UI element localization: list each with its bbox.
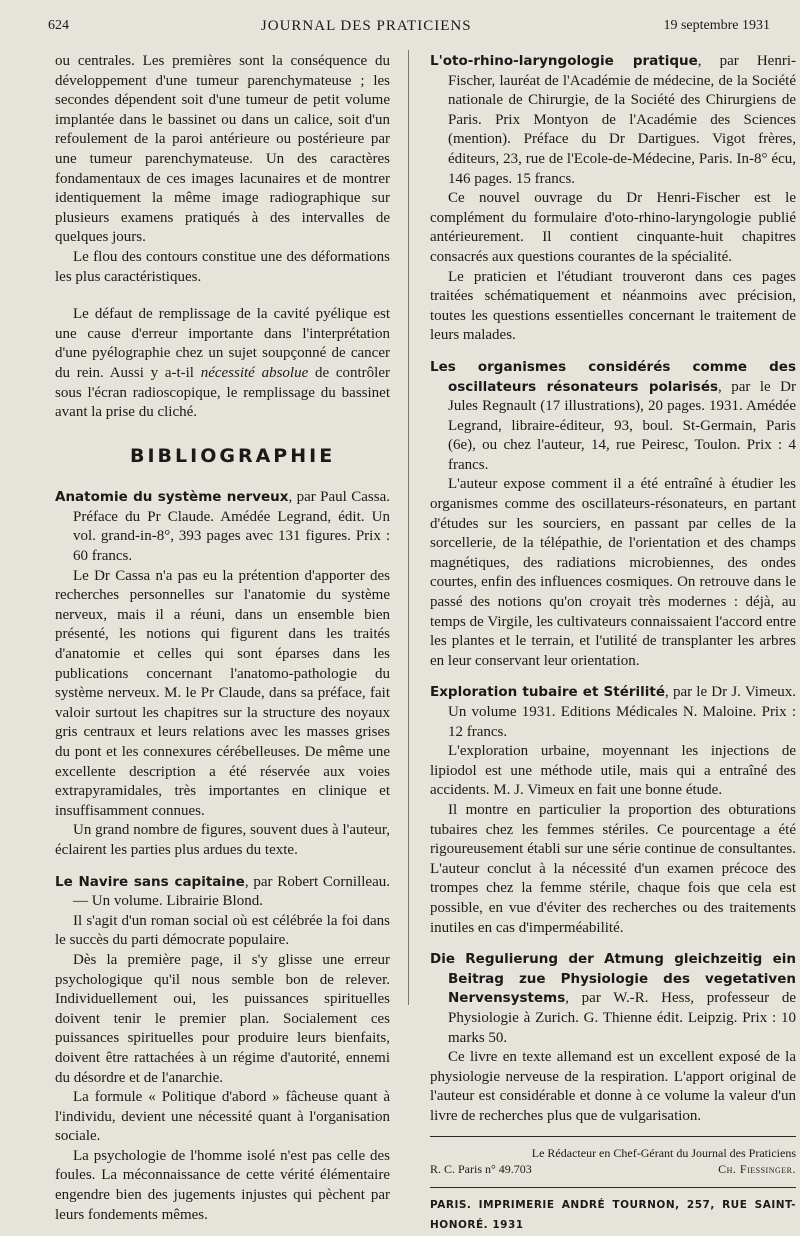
entry-paragraph: Il s'agit d'un roman social où est célébrée la foi dans le succès du parti démocrate populaire. xyxy=(55,912,390,949)
defaut-text-before: Le défaut de remplissage de la cavité pyélique est une cause d'erreur importante dans l'interprétation d'une pyélographie chez un sujet soupçonné de cancer du rein. Aussi y a-t-il xyxy=(55,306,390,381)
entry-details: , par Robert Cornilleau. — Un volume. Librairie Blond. xyxy=(73,873,390,910)
entry-title: Exploration tubaire et Stérilité xyxy=(430,684,666,701)
defaut-emphasis: nécessité absolue xyxy=(200,364,309,381)
rc-line xyxy=(430,1161,796,1177)
journal-title: JOURNAL DES PRATICIENS xyxy=(260,17,472,34)
bibliography-entry xyxy=(55,488,390,860)
entry-details: , par le Dr Jules Regnault (17 illustrations), 20 pages. 1931. Amédée Legrand, libraire-éditeur, 93, boul. St-Germain, Paris (6e), ou chez l'auteur, 14, rue Peiresc, Toulon. Prix : 4 francs. xyxy=(448,378,796,473)
printer-line: PARIS. IMPRIMERIE ANDRÉ TOURNON, 257, RUE SAINT-HONORÉ. 1931 xyxy=(430,1199,796,1232)
entry-paragraph: Le praticien et l'étudiant trouveront dans ces pages traitées schématiquement et néanmoins avec précision, toutes les questions essentielles concernant le traitement de leurs malades. xyxy=(430,268,796,344)
entry-details: , par W.-R. Hess, professeur de Physiologie à Zurich. G. Thienne édit. Leipzig. Prix : 10 marks 50. xyxy=(448,990,796,1046)
editor-line xyxy=(430,1145,796,1161)
column-divider xyxy=(408,50,409,1005)
left-column xyxy=(55,52,390,1225)
footer-rule xyxy=(430,1187,796,1188)
defaut-paragraph xyxy=(55,305,390,423)
entry-paragraph: Ce livre en texte allemand est un excellent exposé de la physiologie nerveuse de la respiration. L'apport original de l'auteur est considérable et donne à ce volume la valeur d'un livre de recherches plus que de vulgarisation. xyxy=(430,1049,796,1124)
entry-heading xyxy=(430,683,796,742)
page-number: 624 xyxy=(48,18,69,33)
entry-heading xyxy=(430,358,796,476)
entry-paragraph: La formule « Politique d'abord » fâcheuse quant à l'individu, devient une nécessité quant à l'organisation sociale. xyxy=(55,1089,390,1145)
footer-rule xyxy=(430,1136,796,1137)
entry-heading xyxy=(55,488,390,566)
entry-paragraph: Un grand nombre de figures, souvent dues à l'auteur, éclairent les parties plus ardues du texte. xyxy=(55,822,390,858)
entry-title: Le Navire sans capitaine xyxy=(55,873,245,890)
bibliography-entry xyxy=(55,873,390,1226)
bibliography-entry xyxy=(430,683,796,938)
continued-paragraph: ou centrales. Les premières sont la conséquence du développement d'une tumeur parenchymateuse ; les secondes dépendent soit d'une tumeur de petit volume implantée dans le bassinet ou dans un calice, soit d'un refoulement de la paroi antérieure ou postérieure par une tumeur parenchymateuse. Un des caractères fondamentaux de ces images lacunaires et de montrer identiquement la même image radiographique sur plusieurs examens pratiqués à des intervalles de quelques jours. xyxy=(55,53,390,246)
entry-title: Die Regulierung der Atmung gleichzeitig ein Beitrag zue Physiologie des vegetativen Nervensystems xyxy=(430,951,796,1007)
editor-text: Le Rédacteur en Chef-Gérant du Journal des Praticiens xyxy=(531,1146,796,1161)
entry-title: Les organismes considérés comme des oscillateurs résonateurs polarisés xyxy=(430,358,796,395)
right-column xyxy=(430,52,796,1236)
bibliography-entry xyxy=(430,52,796,346)
entry-title: L'oto-rhino-laryngologie pratique xyxy=(430,53,698,69)
entry-heading xyxy=(55,873,390,912)
running-head xyxy=(48,12,770,40)
entry-details: , par Paul Cassa. Préface du Pr Claude. Amédée Legrand, édit. Un vol. grand-in-8°, 393 pages avec 131 figures. Prix : 60 francs. xyxy=(73,489,390,565)
section-title: BIBLIOGRAPHIE xyxy=(130,444,336,467)
entry-title: Anatomie du système nerveux xyxy=(55,489,289,506)
entry-paragraph: Le Dr Cassa n'a pas eu la prétention d'apporter des recherches personnelles sur l'anatomie du système nerveux, mais il a réuni, dans un ensemble bien présenté, les notions qui figurent dans les traités d'anatomie et celles qui sont éparses dans les publications concernant l'anatomo-pathologie du système nerveux. M. le Pr Claude, dans sa préface, fait valoir surtout les chapitres sur la structure des noyaux gris centraux et leurs relations avec les masses grises du pont et les connexures cérébelleuses. De même une excellente description a été réservée aux voies extrapyramidales, très importantes en clinique et insuffisamment connues. xyxy=(55,567,390,819)
entry-paragraph: Ce nouvel ouvrage du Dr Henri-Fischer est le complément du formulaire d'oto-rhino-laryngologie publié antérieurement. Il contient cinquante-huit chapitres consacrés aux questions courantes de la spécialité. xyxy=(430,190,796,265)
entry-heading xyxy=(430,52,796,189)
entry-paragraph: La psychologie de l'homme isolé n'est pas celle des foules. La méconnaissance de cette vérité élémentaire engendre bien des jugements injustes qui pèchent par leurs fondements mêmes. xyxy=(55,1147,390,1223)
entry-paragraph: L'exploration urbaine, moyennant les injections de lipiodol est une méthode utile, mais qui a entraîné des accidents. M. J. Vimeux en fait une bonne étude. xyxy=(430,743,796,799)
continued-paragraph: Le flou des contours constitue une des déformations les plus caractéristiques. xyxy=(55,248,390,285)
bibliography-entry xyxy=(430,950,796,1126)
defaut-text-after: de contrôler sous l'écran radioscopique, le remplissage du bassinet avant la prise du cliché. xyxy=(55,364,390,421)
bibliography-entry xyxy=(430,358,796,672)
entry-paragraph: Dès la première page, il s'y glisse une erreur psychologique qu'il nous semble bon de relever. Individuellement oui, les puissances spirituelles doivent tenir le premier plan. Socialement ces puissances spirituelles pour produire leurs bienfaits, doivent être rattachées à un régime d'autorité, ennemi du désordre et de l'anarchie. xyxy=(55,951,390,1086)
entry-details: , par le Dr J. Vimeux. Un volume 1931. Editions Médicales N. Maloine. Prix : 12 francs. xyxy=(448,684,796,740)
rc-text: R. C. Paris n° 49.703 xyxy=(430,1162,532,1177)
issue-date: 19 septembre 1931 xyxy=(663,18,770,33)
editor-signature: Ch. Fiessinger. xyxy=(718,1162,796,1177)
entry-paragraph: L'auteur expose comment il a été entraîné à étudier les organismes comme des oscillateurs-résonateurs, en partant d'études sur les sourciers, en passant par celles de la sorcellerie, de la télépathie, de l'orientation et des champs magnétiques, des radiations microbiennes, des ondes courtes, enfin des influences cosmiques. On retrouve dans le passé des notions qu'on croyait très modernes : déjà, au temps de Virgile, les cultivateurs connaissaient l'accord entre les plantes et le terrain, et l'utilité de transplanter les arbres en leur conservant leur orientation. xyxy=(430,476,796,669)
entry-details: , par Henri-Fischer, lauréat de l'Académie de médecine, de la Société nationale de Chirurgie, de la Société des Chirurgiens de Paris. Prix Montyon de l'Académie des Sciences (mention). Préface du Dr Dartigues. Vigot frères, éditeurs, 23, rue de l'Ecole-de-Médecine, Paris. In-8° écu, 146 pages. 15 francs. xyxy=(448,53,796,187)
entry-heading xyxy=(430,950,796,1048)
entry-paragraph: Il montre en particulier la proportion des obturations tubaires chez les femmes stériles. Ce pourcentage a été rigoureusement établi sur une série continue de consultantes. L'auteur conclut à la nécessité d'un examen précoce des trompes chez la femme stérile, chaque fois que cela est possible, en vue d'éviter des recherches ou des traitements inutiles en cas d'imperméabilité. xyxy=(430,801,796,936)
